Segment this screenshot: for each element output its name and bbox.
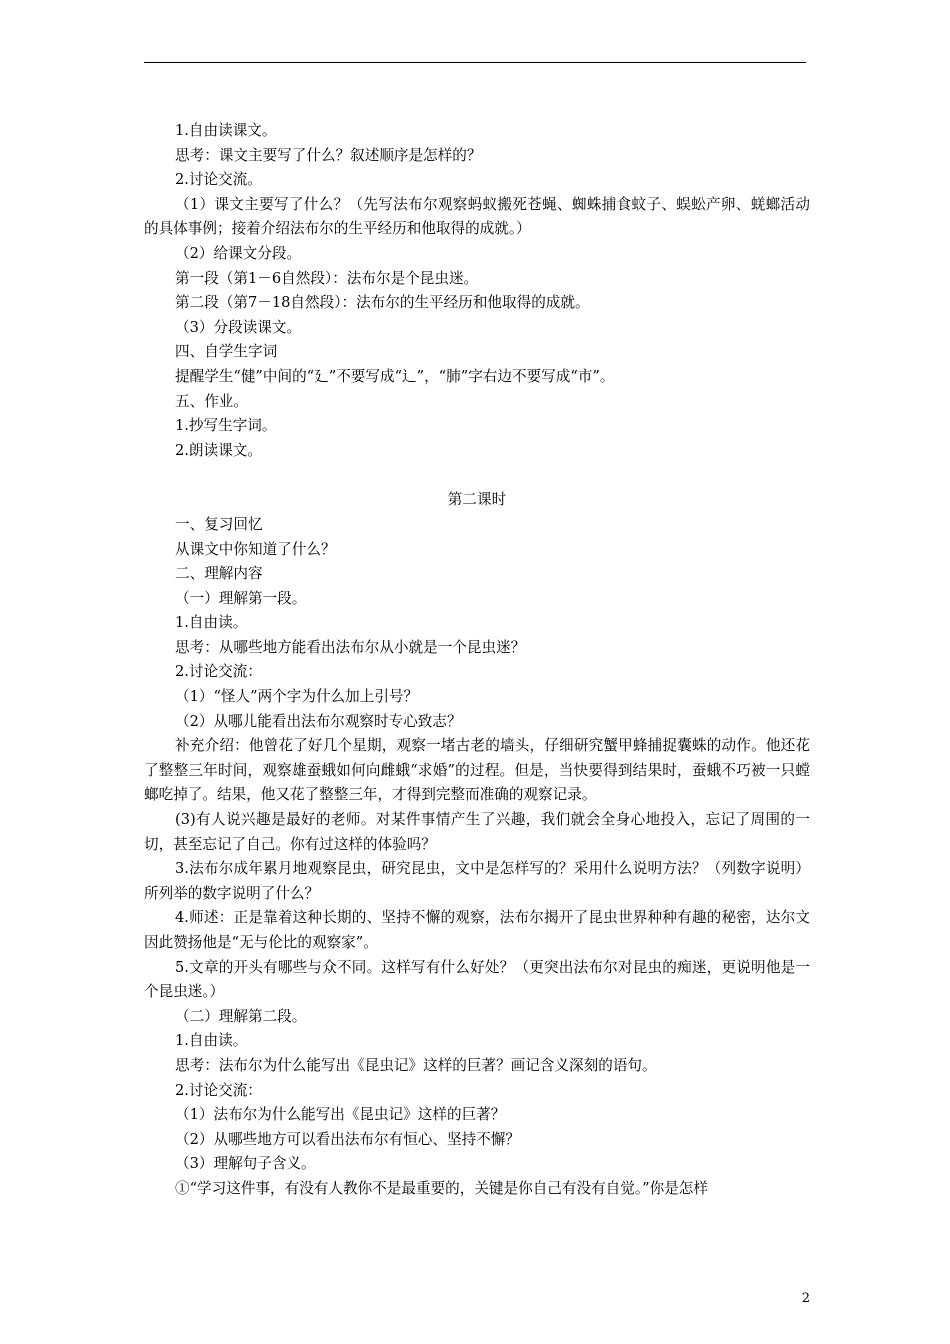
text-line: 2.讨论交流：: [175, 1081, 262, 1099]
text-line: 第一段（第1－6自然段）：法布尔是个昆虫迷。: [175, 269, 479, 287]
text-line: 思考：课文主要写了什么？叙述顺序是怎样的？: [175, 146, 482, 164]
text-line: （一）理解第一段。: [175, 589, 307, 607]
text-line: 第二段（第7－18自然段）：法布尔的生平经历和他取得的成就。: [175, 294, 590, 312]
text-line: 1.抄写生字词。: [175, 417, 277, 435]
text-line: 二、理解内容: [175, 565, 263, 583]
text-line: 2.朗读课文。: [175, 441, 262, 459]
text-line: 2.讨论交流：: [175, 663, 262, 681]
text-line: （2）从哪些地方可以看出法布尔有恒心、坚持不懈？: [175, 1130, 520, 1148]
text-line: 四、自学生字词: [175, 343, 278, 361]
text-line: 从课文中你知道了什么？: [175, 540, 336, 558]
text-line: （1）“怪人”两个字为什么加上引号？: [175, 688, 419, 706]
document-body: [144, 119, 810, 1202]
paragraph: （1）课文主要写了什么？（先写法布尔观察蚂蚁搬死苍蝇、蜘蛛捕食蚊子、蜈蚣产卵、蜣螂活动的具体事例；接着介绍法布尔的生平经历和他取得的成就。）: [144, 195, 810, 238]
text-line: 2.讨论交流。: [175, 171, 262, 189]
paragraph: 3.法布尔成年累月地观察昆虫，研究昆虫，文中是怎样写的？采用什么说明方法？（列数字说明）所列举的数字说明了什么？: [144, 860, 810, 902]
text-line: 思考：法布尔为什么能写出《昆虫记》这样的巨著？画记含义深刻的语句。: [175, 1056, 657, 1074]
text-line: （3）分段读课文。: [175, 318, 302, 336]
text-line: （2）给课文分段。: [175, 244, 302, 262]
section-title: 第二课时: [447, 491, 507, 509]
paragraph: 4.师述：正是靠着这种长期的、坚持不懈的观察，法布尔揭开了昆虫世界种种有趣的秘密，达尔文因此赞扬他是“无与伦比的观察家”。: [144, 909, 810, 951]
text-line: （二）理解第二段。: [175, 1007, 307, 1025]
paragraph: 5.文章的开头有哪些与众不同。这样写有什么好处？（更突出法布尔对昆虫的痴迷，更说明他是一个昆虫迷。）: [144, 958, 810, 1001]
text-line: 一、复习回忆: [175, 515, 263, 533]
text-line: ①“学习这件事，有没有人教你不是最重要的，关键是你自己有没有自觉。”你是怎样: [175, 1179, 708, 1197]
text-line: （1）法布尔为什么能写出《昆虫记》这样的巨著？: [175, 1106, 506, 1124]
text-line: 提醒学生“健”中间的“廴”不要写成“辶”，“肺”字右边不要写成“市”。: [175, 367, 615, 385]
text-line: 五、作业。: [175, 392, 248, 410]
page-number: 2: [801, 1291, 810, 1306]
text-line: 1.自由读。: [175, 1032, 248, 1050]
paragraph: (3)有人说兴趣是最好的老师。对某件事情产生了兴趣，我们就会全身心地投入，忘记了周围的一切，甚至忘记了自己。你有过这样的体验吗？: [144, 811, 810, 853]
text-line: 思考：从哪些地方能看出法布尔从小就是一个昆虫迷？: [175, 638, 526, 656]
paragraph: 补充介绍：他曾花了好几个星期，观察一堵古老的墙头，仔细研究蟹甲蜂捕捉囊蛛的动作。他还花了整整三年时间，观察雄蚕蛾如何向雌蛾“求婚”的过程。但是，当快要得到结果时，蚕蛾不巧被一只螳螂吃掉了。结果，他又花了整整三年，才得到完整而准确的观察记录。: [144, 737, 810, 804]
text-line: （2）从哪儿能看出法布尔观察时专心致志？: [175, 712, 462, 730]
blank-line: [144, 463, 810, 488]
text-line: 1.自由读课文。: [175, 122, 277, 139]
text-line: （3）理解句子含义。: [175, 1155, 316, 1173]
header-rule: [144, 62, 806, 63]
text-line: 1.自由读。: [175, 614, 248, 632]
